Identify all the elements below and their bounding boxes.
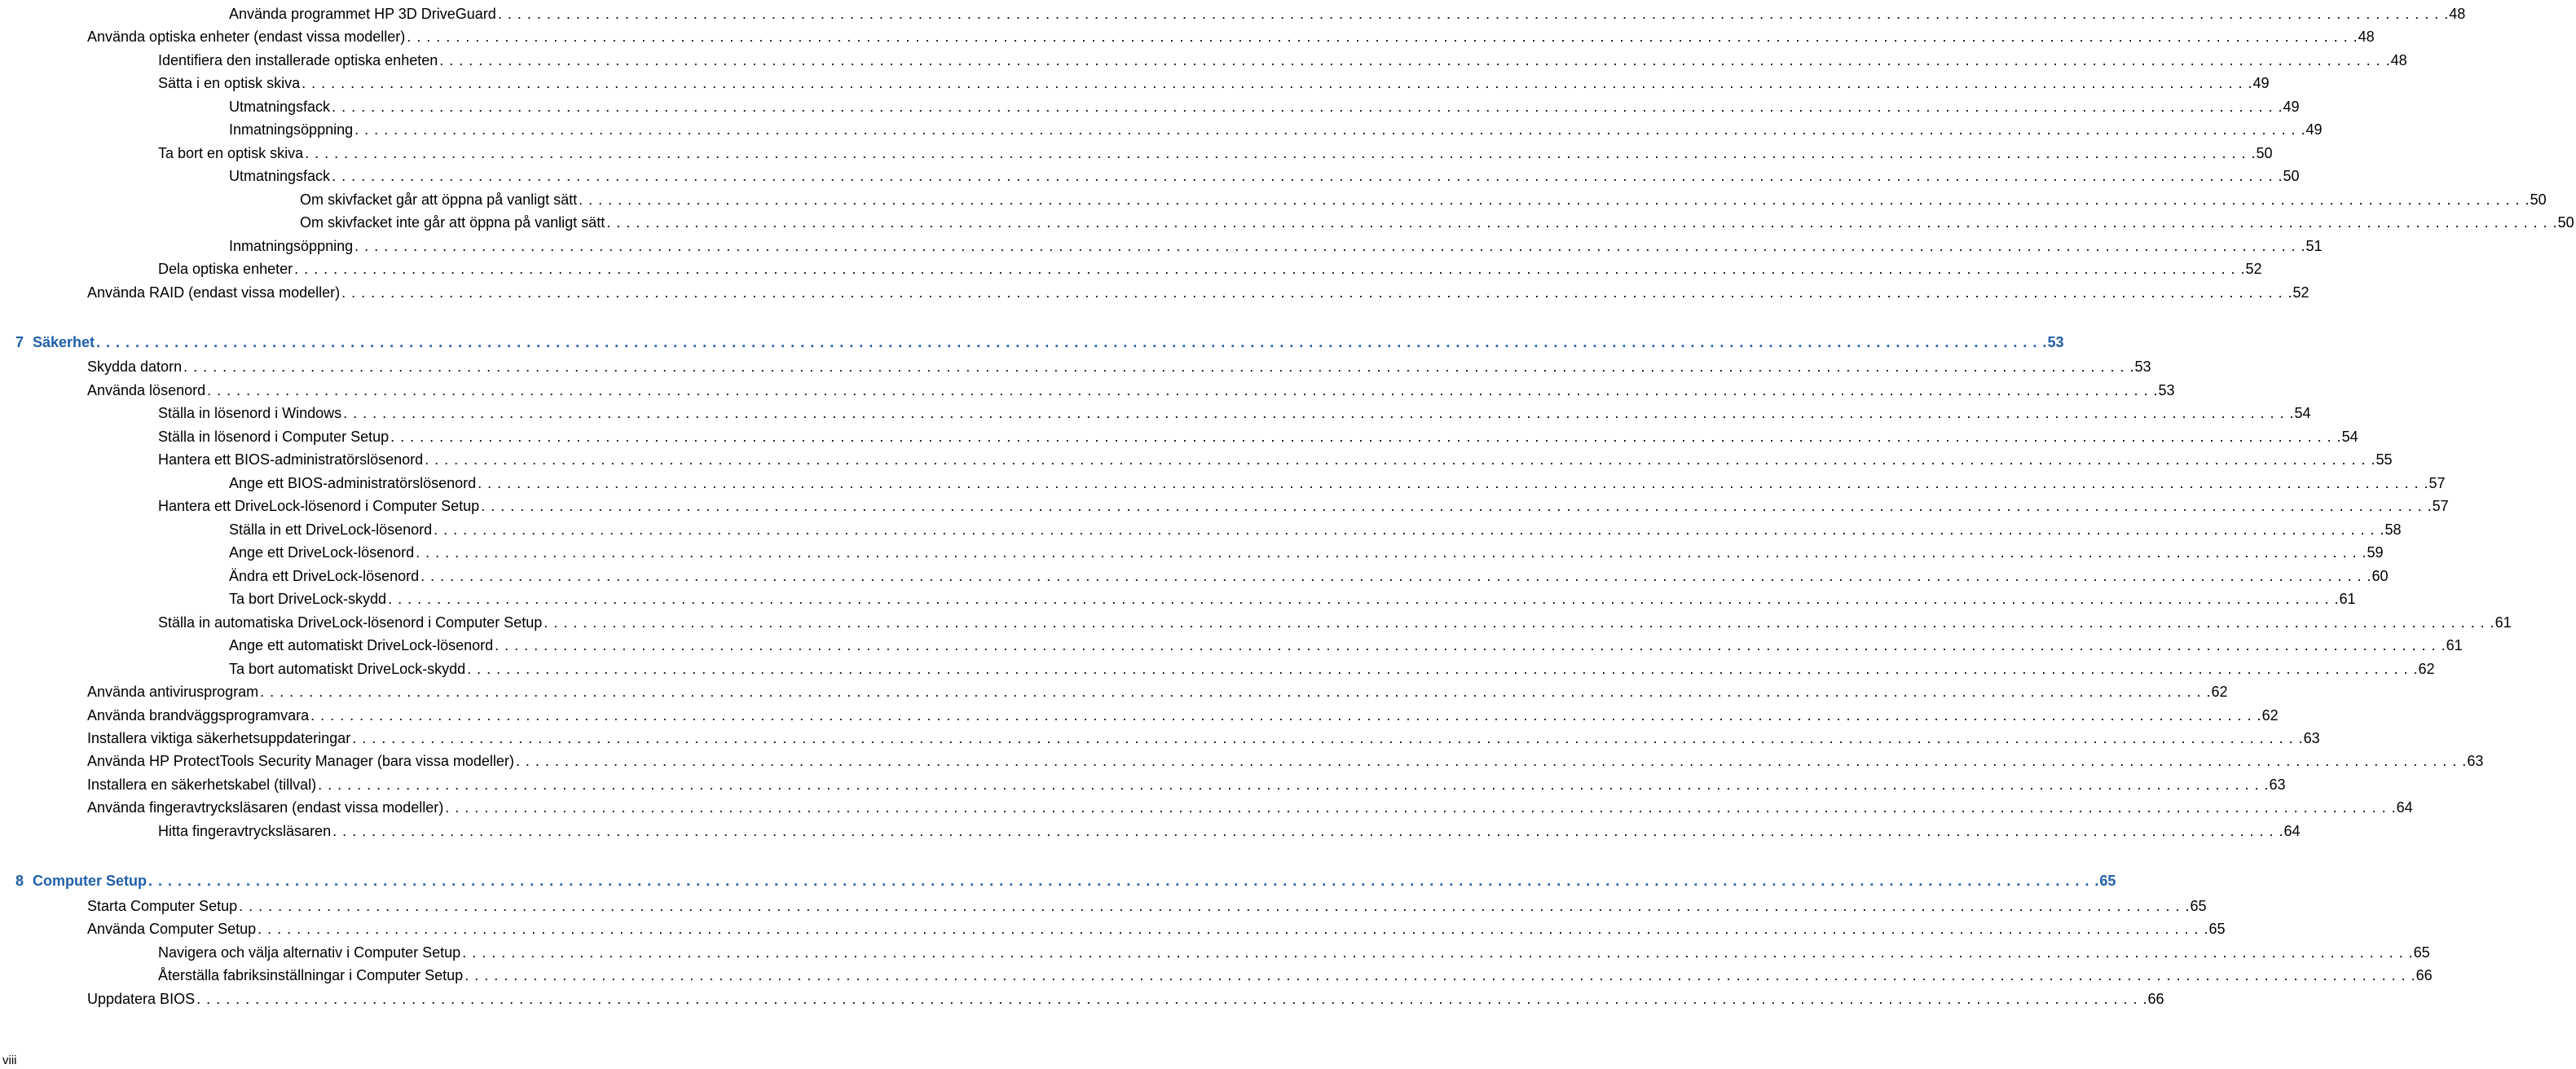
- toc-entry[interactable]: [0, 724, 2320, 747]
- toc-entry[interactable]: [0, 539, 2384, 561]
- toc-entry[interactable]: [0, 747, 2484, 770]
- toc-entry[interactable]: [0, 794, 2413, 816]
- toc-entry-title[interactable]: Hantera ett DriveLock-lösenord i Computer Setup: [158, 498, 480, 514]
- toc-entry-title[interactable]: Om skivfacket går att öppna på vanligt sätt: [300, 191, 578, 208]
- dot-leader: . . . . . . . . . . . . . . . . . . . . . . . . . . . . . . . . . . . . . . . . . . . . . . . . . . . . . . . . . . . . . . . . . . . . . . . . . . . . . . . . . . . . . . . . . . . . . . . . . . . . . . . . . . . . . . . . . . . . . . . . . . . . . . . . . . . . . . . . . . . . . . . . . . . . . . . . . . . . . . . . . . . . . . . . . . . . . . . . . . . . . . . . . . . . . . . . . . . . . . . .: [495, 637, 2446, 653]
- dot-leader: . . . . . . . . . . . . . . . . . . . . . . . . . . . . . . . . . . . . . . . . . . . . . . . . . . . . . . . . . . . . . . . . . . . . . . . . . . . . . . . . . . . . . . . . . . . . . . . . . . . . . . . . . . . . . . . . . . . . . . . . . . . . . . . . . . . . . . . . . . . . . . . . . . . . . . . . . . . . . . . . . . . . . . . . . . . . . . . . . . . . . . . . . . . . . . . . . . . . . . . .: [343, 405, 2295, 421]
- dot-leader: . . . . . . . . . . . . . . . . . . . . . . . . . . . . . . . . . . . . . . . . . . . . . . . . . . . . . . . . . . . . . . . . . . . . . . . . . . . . . . . . . . . . . . . . . . . . . . . . . . . . . . . . . . . . . . . . . . . . . . . . . . . . . . . . . . . . . . . . . . . . . . . . . . . . . . . . . . . . . . . . . . . . . . . . . . . . . . . . . . . . . . . . . . . . . . . . . . . . . . . .: [318, 776, 2270, 793]
- toc-entry-title[interactable]: Ändra ett DriveLock-lösenord: [229, 568, 420, 584]
- toc-page-number: 65: [2190, 898, 2207, 914]
- toc-entry-title[interactable]: Återställa fabriksinställningar i Computer Setup: [158, 967, 464, 983]
- toc-entry-title[interactable]: Ange ett automatiskt DriveLock-lösenord: [229, 637, 494, 653]
- toc-entry-title[interactable]: Inmatningsöppning: [229, 238, 354, 254]
- toc-entry-title[interactable]: Ange ett DriveLock-lösenord: [229, 544, 415, 561]
- toc-entry[interactable]: [0, 116, 2323, 139]
- toc-entry[interactable]: [0, 162, 2300, 185]
- toc-entry-title[interactable]: Hitta fingeravtrycksläsaren: [158, 823, 332, 839]
- toc-page-number: 59: [2367, 544, 2384, 561]
- toc-entry-title[interactable]: Använda fingeravtrycksläsaren (endast vissa modeller): [87, 799, 444, 816]
- toc-entry[interactable]: [0, 0, 2466, 23]
- toc-entry[interactable]: [0, 492, 2449, 515]
- toc-page-number: 52: [2292, 284, 2310, 301]
- toc-entry-title[interactable]: Skydda datorn: [87, 359, 183, 375]
- toc-entry-title[interactable]: Utmatningsfack: [229, 99, 331, 115]
- toc-entry[interactable]: [0, 69, 2270, 92]
- toc-entry-title[interactable]: Navigera och välja alternativ i Computer Setup: [158, 944, 461, 961]
- toc-entry-title[interactable]: Installera en säkerhetskabel (tillval): [87, 776, 317, 793]
- toc-page-number: 61: [2495, 614, 2512, 631]
- dot-leader: . . . . . . . . . . . . . . . . . . . . . . . . . . . . . . . . . . . . . . . . . . . . . . . . . . . . . . . . . . . . . . . . . . . . . . . . . . . . . . . . . . . . . . . . . . . . . . . . . . . . . . . . . . . . . . . . . . . . . . . . . . . . . . . . . . . . . . . . . . . . . . . . . . . . . . . . . . . . . . . . . . . . . . . . . . . . . . . . . . . . . . . . . . . . . . . . . . . . . . . .: [416, 544, 2367, 561]
- toc-entry[interactable]: [0, 423, 2358, 446]
- dot-leader: . . . . . . . . . . . . . . . . . . . . . . . . . . . . . . . . . . . . . . . . . . . . . . . . . . . . . . . . . . . . . . . . . . . . . . . . . . . . . . . . . . . . . . . . . . . . . . . . . . . . . . . . . . . . . . . . . . . . . . . . . . . . . . . . . . . . . . . . . . . . . . . . . . . . . . . . . . . . . . . . . . . . . . . . . . . . . . . . . . . . . . . . . . . . . . . . . . . . . . . .: [341, 284, 2293, 301]
- toc-entry-title[interactable]: Ta bort DriveLock-skydd: [229, 591, 387, 607]
- dot-leader: . . . . . . . . . . . . . . . . . . . . . . . . . . . . . . . . . . . . . . . . . . . . . . . . . . . . . . . . . . . . . . . . . . . . . . . . . . . . . . . . . . . . . . . . . . . . . . . . . . . . . . . . . . . . . . . . . . . . . . . . . . . . . . . . . . . . . . . . . . . . . . . . . . . . . . . . . . . . . . . . . . . . . . . . . . . . . . . . . . . . . . . . . . . . . . . . . . . . . . . .: [544, 614, 2495, 631]
- dot-leader: . . . . . . . . . . . . . . . . . . . . . . . . . . . . . . . . . . . . . . . . . . . . . . . . . . . . . . . . . . . . . . . . . . . . . . . . . . . . . . . . . . . . . . . . . . . . . . . . . . . . . . . . . . . . . . . . . . . . . . . . . . . . . . . . . . . . . . . . . . . . . . . . . . . . . . . . . . . . . . . . . . . . . . . . . . . . . . . . . . . . . . . . . . . . . . . . . . . . . . . .: [148, 873, 2100, 889]
- toc-entry[interactable]: [0, 353, 2151, 376]
- toc-page-number: 63: [2467, 753, 2484, 769]
- toc-entry[interactable]: [0, 985, 2164, 1008]
- chapter-number: 8: [15, 873, 24, 889]
- toc-page-number: 66: [2415, 967, 2433, 983]
- toc-chapter-entry[interactable]: [0, 867, 2116, 890]
- toc-entry[interactable]: [0, 771, 2286, 794]
- toc-entry[interactable]: [0, 892, 2207, 915]
- toc-entry-title[interactable]: Använda optiska enheter (endast vissa modeller): [87, 29, 406, 45]
- dot-leader: . . . . . . . . . . . . . . . . . . . . . . . . . . . . . . . . . . . . . . . . . . . . . . . . . . . . . . . . . . . . . . . . . . . . . . . . . . . . . . . . . . . . . . . . . . . . . . . . . . . . . . . . . . . . . . . . . . . . . . . . . . . . . . . . . . . . . . . . . . . . . . . . . . . . . . . . . . . . . . . . . . . . . . . . . . . . . . . . . . . . . . . . . . . . . . . . . . . . . . . .: [305, 145, 2257, 161]
- toc-entry[interactable]: [0, 139, 2273, 162]
- toc-entry-title[interactable]: Använda RAID (endast vissa modeller): [87, 284, 341, 301]
- dot-leader: . . . . . . . . . . . . . . . . . . . . . . . . . . . . . . . . . . . . . . . . . . . . . . . . . . . . . . . . . . . . . . . . . . . . . . . . . . . . . . . . . . . . . . . . . . . . . . . . . . . . . . . . . . . . . . . . . . . . . . . . . . . . . . . . . . . . . . . . . . . . . . . . . . . . . . . . . . . . . . . . . . . . . . . . . . . . . . . . . . . . . . . . . . . . . . . . . . . . . . . .: [96, 334, 2048, 350]
- toc-entry[interactable]: [0, 23, 2375, 46]
- toc-entry[interactable]: [0, 399, 2311, 422]
- toc-page-number: 53: [2158, 382, 2175, 398]
- toc-entry[interactable]: [0, 939, 2430, 961]
- dot-leader: . . . . . . . . . . . . . . . . . . . . . . . . . . . . . . . . . . . . . . . . . . . . . . . . . . . . . . . . . . . . . . . . . . . . . . . . . . . . . . . . . . . . . . . . . . . . . . . . . . . . . . . . . . . . . . . . . . . . . . . . . . . . . . . . . . . . . . . . . . . . . . . . . . . . . . . . . . . . . . . . . . . . . . . . . . . . . . . . . . . . . . . . . . . . . . . . . . . . . . . .: [434, 521, 2385, 538]
- dot-leader: . . . . . . . . . . . . . . . . . . . . . . . . . . . . . . . . . . . . . . . . . . . . . . . . . . . . . . . . . . . . . . . . . . . . . . . . . . . . . . . . . . . . . . . . . . . . . . . . . . . . . . . . . . . . . . . . . . . . . . . . . . . . . . . . . . . . . . . . . . . . . . . . . . . . . . . . . . . . . . . . . . . . . . . . . . . . . . . . . . . . . . . . . . . . . . . . . . . . . . . .: [207, 382, 2159, 398]
- toc-entry[interactable]: [0, 209, 2574, 231]
- toc-entry-title[interactable]: Ta bort automatiskt DriveLock-skydd: [229, 661, 466, 677]
- dot-leader: . . . . . . . . . . . . . . . . . . . . . . . . . . . . . . . . . . . . . . . . . . . . . . . . . . . . . . . . . . . . . . . . . . . . . . . . . . . . . . . . . . . . . . . . . . . . . . . . . . . . . . . . . . . . . . . . . . . . . . . . . . . . . . . . . . . . . . . . . . . . . . . . . . . . . . . . . . . . . . . . . . . . . . . . . . . . . . . . . . . . . . . . . . . . . . . . . . . . . . . .: [258, 921, 2209, 937]
- dot-leader: . . . . . . . . . . . . . . . . . . . . . . . . . . . . . . . . . . . . . . . . . . . . . . . . . . . . . . . . . . . . . . . . . . . . . . . . . . . . . . . . . . . . . . . . . . . . . . . . . . . . . . . . . . . . . . . . . . . . . . . . . . . . . . . . . . . . . . . . . . . . . . . . . . . . . . . . . . . . . . . . . . . . . . . . . . . . . . . . . . . . . . . . . . . . . . . . . . . . . . . .: [478, 475, 2429, 491]
- footer-page-number: viii: [2, 1054, 17, 1067]
- dot-leader: . . . . . . . . . . . . . . . . . . . . . . . . . . . . . . . . . . . . . . . . . . . . . . . . . . . . . . . . . . . . . . . . . . . . . . . . . . . . . . . . . . . . . . . . . . . . . . . . . . . . . . . . . . . . . . . . . . . . . . . . . . . . . . . . . . . . . . . . . . . . . . . . . . . . . . . . . . . . . . . . . . . . . . . . . . . . . . . . . . . . . . . . . . . . . . . . . . . . . . . .: [421, 568, 2372, 584]
- chapter-number: 7: [15, 334, 24, 350]
- dot-leader: . . . . . . . . . . . . . . . . . . . . . . . . . . . . . . . . . . . . . . . . . . . . . . . . . . . . . . . . . . . . . . . . . . . . . . . . . . . . . . . . . . . . . . . . . . . . . . . . . . . . . . . . . . . . . . . . . . . . . . . . . . . . . . . . . . . . . . . . . . . . . . . . . . . . . . . . . . . . . . . . . . . . . . . . . . . . . . . . . . . . . . . . . . . . . . . . . . . . . . . .: [467, 661, 2419, 677]
- toc-entry-title[interactable]: Ställa in automatiska DriveLock-lösenord i Computer Setup: [158, 614, 543, 631]
- toc-entry[interactable]: [0, 469, 2446, 492]
- dot-leader: . . . . . . . . . . . . . . . . . . . . . . . . . . . . . . . . . . . . . . . . . . . . . . . . . . . . . . . . . . . . . . . . . . . . . . . . . . . . . . . . . . . . . . . . . . . . . . . . . . . . . . . . . . . . . . . . . . . . . . . . . . . . . . . . . . . . . . . . . . . . . . . . . . . . . . . . . . . . . . . . . . . . . . . . . . . . . . . . . . . . . . . . . . . . . . . . . . . . . . . .: [354, 121, 2306, 138]
- toc-page-number: 66: [2147, 991, 2164, 1007]
- toc-entry[interactable]: [0, 279, 2310, 301]
- toc-page-number: 54: [2294, 405, 2311, 421]
- toc-page-number: 57: [2428, 475, 2446, 491]
- toc-entry[interactable]: [0, 817, 2301, 840]
- toc-page-number: 62: [2211, 684, 2228, 700]
- toc-page-number: 64: [2283, 823, 2301, 839]
- toc-entry-title[interactable]: Använda brandväggsprogramvara: [87, 707, 310, 724]
- toc-entry[interactable]: [0, 609, 2512, 631]
- toc-page-number: 55: [2376, 451, 2393, 468]
- toc-entry[interactable]: [0, 255, 2262, 278]
- toc-page-number: 65: [2099, 873, 2116, 889]
- toc-entry-title[interactable]: Använda lösenord: [87, 382, 206, 398]
- toc-page-number: 53: [2047, 334, 2064, 350]
- dot-leader: . . . . . . . . . . . . . . . . . . . . . . . . . . . . . . . . . . . . . . . . . . . . . . . . . . . . . . . . . . . . . . . . . . . . . . . . . . . . . . . . . . . . . . . . . . . . . . . . . . . . . . . . . . . . . . . . . . . . . . . . . . . . . . . . . . . . . . . . . . . . . . . . . . . . . . . . . . . . . . . . . . . . . . . . . . . . . . . . . . . . . . . . . . . . . . . . . . . . . . . .: [481, 498, 2433, 514]
- toc-page-number: 61: [2446, 637, 2463, 653]
- toc-entry-title[interactable]: Starta Computer Setup: [87, 898, 238, 914]
- toc-entry[interactable]: [0, 516, 2402, 539]
- toc-entry[interactable]: [0, 631, 2463, 654]
- dot-leader: . . . . . . . . . . . . . . . . . . . . . . . . . . . . . . . . . . . . . . . . . . . . . . . . . . . . . . . . . . . . . . . . . . . . . . . . . . . . . . . . . . . . . . . . . . . . . . . . . . . . . . . . . . . . . . . . . . . . . . . . . . . . . . . . . . . . . . . . . . . . . . . . . . . . . . . . . . . . . . . . . . . . . . . . . . . . . . . . . . . . . . . . . . . . . . . . . . . . . . . .: [425, 451, 2376, 468]
- dot-leader: . . . . . . . . . . . . . . . . . . . . . . . . . . . . . . . . . . . . . . . . . . . . . . . . . . . . . . . . . . . . . . . . . . . . . . . . . . . . . . . . . . . . . . . . . . . . . . . . . . . . . . . . . . . . . . . . . . . . . . . . . . . . . . . . . . . . . . . . . . . . . . . . . . . . . . . . . . . . . . . . . . . . . . . . . . . . . . . . . . . . . . . . . . . . . . . . . . . . . . . .: [390, 429, 2342, 445]
- toc-page-number: 50: [2557, 214, 2574, 231]
- toc-page-number: 60: [2371, 568, 2389, 584]
- toc-page-number: 62: [2261, 707, 2279, 724]
- toc-entry-title[interactable]: Inmatningsöppning: [229, 121, 354, 138]
- toc-page-number: 62: [2418, 661, 2435, 677]
- dot-leader: . . . . . . . . . . . . . . . . . . . . . . . . . . . . . . . . . . . . . . . . . . . . . . . . . . . . . . . . . . . . . . . . . . . . . . . . . . . . . . . . . . . . . . . . . . . . . . . . . . . . . . . . . . . . . . . . . . . . . . . . . . . . . . . . . . . . . . . . . . . . . . . . . . . . . . . . . . . . . . . . . . . . . . . . . . . . . . . . . . . . . . . . . . . . . . . . . . . . . . . .: [579, 191, 2530, 208]
- toc-page-number: 50: [2530, 191, 2547, 208]
- toc-page-number: 64: [2396, 799, 2413, 816]
- toc-entry-title[interactable]: Använda HP ProtectTools Security Manager (bara vissa modeller): [87, 753, 514, 769]
- toc-page-number: 63: [2303, 730, 2320, 746]
- toc-entry-title[interactable]: Uppdatera BIOS: [87, 991, 196, 1007]
- toc-page-number: 52: [2245, 261, 2262, 277]
- toc-entry[interactable]: [0, 915, 2226, 938]
- toc-entry[interactable]: [0, 702, 2279, 724]
- toc-entry-title[interactable]: Om skivfacket inte går att öppna på vanligt sätt: [300, 214, 605, 231]
- dot-leader: . . . . . . . . . . . . . . . . . . . . . . . . . . . . . . . . . . . . . . . . . . . . . . . . . . . . . . . . . . . . . . . . . . . . . . . . . . . . . . . . . . . . . . . . . . . . . . . . . . . . . . . . . . . . . . . . . . . . . . . . . . . . . . . . . . . . . . . . . . . . . . . . . . . . . . . . . . . . . . . . . . . . . . . . . . . . . . . . . . . . . . . . . . . . . . . . . . . . . . . .: [388, 591, 2340, 607]
- toc-entry[interactable]: [0, 186, 2547, 209]
- toc-entry[interactable]: [0, 562, 2389, 585]
- dot-leader: . . . . . . . . . . . . . . . . . . . . . . . . . . . . . . . . . . . . . . . . . . . . . . . . . . . . . . . . . . . . . . . . . . . . . . . . . . . . . . . . . . . . . . . . . . . . . . . . . . . . . . . . . . . . . . . . . . . . . . . . . . . . . . . . . . . . . . . . . . . . . . . . . . . . . . . . . . . . . . . . . . . . . . . . . . . . . . . . . . . . . . . . . . . . . . . . . . . . . . . .: [260, 684, 2212, 700]
- dot-leader: . . . . . . . . . . . . . . . . . . . . . . . . . . . . . . . . . . . . . . . . . . . . . . . . . . . . . . . . . . . . . . . . . . . . . . . . . . . . . . . . . . . . . . . . . . . . . . . . . . . . . . . . . . . . . . . . . . . . . . . . . . . . . . . . . . . . . . . . . . . . . . . . . . . . . . . . . . . . . . . . . . . . . . . . . . . . . . . . . . . . . . . . . . . . . . . . . . . . . . . .: [439, 52, 2391, 68]
- toc-entry-title[interactable]: Ta bort en optisk skiva: [158, 145, 304, 161]
- toc-entry[interactable]: [0, 585, 2356, 608]
- toc-entry-title[interactable]: Använda programmet HP 3D DriveGuard: [229, 6, 496, 22]
- toc-page-number: 57: [2432, 498, 2449, 514]
- toc-entry-title[interactable]: Säkerhet: [33, 334, 95, 350]
- dot-leader: . . . . . . . . . . . . . . . . . . . . . . . . . . . . . . . . . . . . . . . . . . . . . . . . . . . . . . . . . . . . . . . . . . . . . . . . . . . . . . . . . . . . . . . . . . . . . . . . . . . . . . . . . . . . . . . . . . . . . . . . . . . . . . . . . . . . . . . . . . . . . . . . . . . . . . . . . . . . . . . . . . . . . . . . . . . . . . . . . . . . . . . . . . . . . . . . . . . . . . . .: [445, 799, 2397, 816]
- toc-entry-title[interactable]: Identifiera den installerade optiska enheten: [158, 52, 438, 68]
- toc-entry-title[interactable]: Sätta i en optisk skiva: [158, 75, 301, 91]
- dot-leader: . . . . . . . . . . . . . . . . . . . . . . . . . . . . . . . . . . . . . . . . . . . . . . . . . . . . . . . . . . . . . . . . . . . . . . . . . . . . . . . . . . . . . . . . . . . . . . . . . . . . . . . . . . . . . . . . . . . . . . . . . . . . . . . . . . . . . . . . . . . . . . . . . . . . . . . . . . . . . . . . . . . . . . . . . . . . . . . . . . . . . . . . . . . . . . . . . . . . . . . .: [183, 359, 2135, 375]
- toc-entry-title[interactable]: Ställa in lösenord i Windows: [158, 405, 342, 421]
- toc-page-number: 49: [2252, 75, 2270, 91]
- toc-page-number: 48: [2449, 6, 2466, 22]
- toc-entry-title[interactable]: Ställa in ett DriveLock-lösenord: [229, 521, 433, 538]
- toc-entry[interactable]: [0, 446, 2393, 469]
- dot-leader: . . . . . . . . . . . . . . . . . . . . . . . . . . . . . . . . . . . . . . . . . . . . . . . . . . . . . . . . . . . . . . . . . . . . . . . . . . . . . . . . . . . . . . . . . . . . . . . . . . . . . . . . . . . . . . . . . . . . . . . . . . . . . . . . . . . . . . . . . . . . . . . . . . . . . . . . . . . . . . . . . . . . . . . . . . . . . . . . . . . . . . . . . . . . . . . . . . . . . . . .: [302, 75, 2253, 91]
- toc-page-number: 48: [2390, 52, 2407, 68]
- toc-entry[interactable]: [0, 93, 2300, 116]
- toc-entry[interactable]: [0, 678, 2228, 701]
- toc-entry[interactable]: [0, 961, 2433, 984]
- toc-entry[interactable]: [0, 46, 2407, 69]
- dot-leader: . . . . . . . . . . . . . . . . . . . . . . . . . . . . . . . . . . . . . . . . . . . . . . . . . . . . . . . . . . . . . . . . . . . . . . . . . . . . . . . . . . . . . . . . . . . . . . . . . . . . . . . . . . . . . . . . . . . . . . . . . . . . . . . . . . . . . . . . . . . . . . . . . . . . . . . . . . . . . . . . . . . . . . . . . . . . . . . . . . . . . . . . . . . . . . . . . . . . . . . .: [294, 261, 2246, 277]
- toc-entry-title[interactable]: Använda antivirusprogram: [87, 684, 259, 700]
- toc-entry-title[interactable]: Ställa in lösenord i Computer Setup: [158, 429, 390, 445]
- toc-page-number: 63: [2269, 776, 2286, 793]
- dot-leader: . . . . . . . . . . . . . . . . . . . . . . . . . . . . . . . . . . . . . . . . . . . . . . . . . . . . . . . . . . . . . . . . . . . . . . . . . . . . . . . . . . . . . . . . . . . . . . . . . . . . . . . . . . . . . . . . . . . . . . . . . . . . . . . . . . . . . . . . . . . . . . . . . . . . . . . . . . . . . . . . . . . . . . . . . . . . . . . . . . . . . . . . . . . . . . . . . . . . . . . .: [465, 967, 2416, 983]
- toc-page-number: 50: [2256, 145, 2273, 161]
- toc-entry-title[interactable]: Ange ett BIOS-administratörslösenord: [229, 475, 477, 491]
- toc-entry-title[interactable]: Computer Setup: [33, 873, 148, 889]
- dot-leader: . . . . . . . . . . . . . . . . . . . . . . . . . . . . . . . . . . . . . . . . . . . . . . . . . . . . . . . . . . . . . . . . . . . . . . . . . . . . . . . . . . . . . . . . . . . . . . . . . . . . . . . . . . . . . . . . . . . . . . . . . . . . . . . . . . . . . . . . . . . . . . . . . . . . . . . . . . . . . . . . . . . . . . . . . . . . . . . . . . . . . . . . . . . . . . . . . . . . . . . .: [497, 6, 2450, 22]
- toc-entry[interactable]: [0, 232, 2323, 255]
- dot-leader: . . . . . . . . . . . . . . . . . . . . . . . . . . . . . . . . . . . . . . . . . . . . . . . . . . . . . . . . . . . . . . . . . . . . . . . . . . . . . . . . . . . . . . . . . . . . . . . . . . . . . . . . . . . . . . . . . . . . . . . . . . . . . . . . . . . . . . . . . . . . . . . . . . . . . . . . . . . . . . . . . . . . . . . . . . . . . . . . . . . . . . . . . . . . . . . . . . . . . . . .: [354, 238, 2306, 254]
- dot-leader: . . . . . . . . . . . . . . . . . . . . . . . . . . . . . . . . . . . . . . . . . . . . . . . . . . . . . . . . . . . . . . . . . . . . . . . . . . . . . . . . . . . . . . . . . . . . . . . . . . . . . . . . . . . . . . . . . . . . . . . . . . . . . . . . . . . . . . . . . . . . . . . . . . . . . . . . . . . . . . . . . . . . . . . . . . . . . . . . . . . . . . . . . . . . . . . . . . . . . . . .: [407, 29, 2358, 45]
- toc-page-number: 48: [2358, 29, 2375, 45]
- toc-page-number: 49: [2305, 121, 2323, 138]
- toc-entry-title[interactable]: Använda Computer Setup: [87, 921, 257, 937]
- toc-page-number: 53: [2134, 359, 2151, 375]
- toc-entry-title[interactable]: Installera viktiga säkerhetsuppdateringar: [87, 730, 351, 746]
- toc-page-number: 65: [2208, 921, 2226, 937]
- toc-page-number: 54: [2341, 429, 2358, 445]
- dot-leader: . . . . . . . . . . . . . . . . . . . . . . . . . . . . . . . . . . . . . . . . . . . . . . . . . . . . . . . . . . . . . . . . . . . . . . . . . . . . . . . . . . . . . . . . . . . . . . . . . . . . . . . . . . . . . . . . . . . . . . . . . . . . . . . . . . . . . . . . . . . . . . . . . . . . . . . . . . . . . . . . . . . . . . . . . . . . . . . . . . . . . . . . . . . . . . . . . . . . . . . .: [239, 898, 2191, 914]
- dot-leader: . . . . . . . . . . . . . . . . . . . . . . . . . . . . . . . . . . . . . . . . . . . . . . . . . . . . . . . . . . . . . . . . . . . . . . . . . . . . . . . . . . . . . . . . . . . . . . . . . . . . . . . . . . . . . . . . . . . . . . . . . . . . . . . . . . . . . . . . . . . . . . . . . . . . . . . . . . . . . . . . . . . . . . . . . . . . . . . . . . . . . . . . . . . . . . . . . . . . . . . .: [196, 991, 2148, 1007]
- dot-leader: . . . . . . . . . . . . . . . . . . . . . . . . . . . . . . . . . . . . . . . . . . . . . . . . . . . . . . . . . . . . . . . . . . . . . . . . . . . . . . . . . . . . . . . . . . . . . . . . . . . . . . . . . . . . . . . . . . . . . . . . . . . . . . . . . . . . . . . . . . . . . . . . . . . . . . . . . . . . . . . . . . . . . . . . . . . . . . . . . . . . . . . . . . . . . . . . . . . . . . . .: [352, 730, 2304, 746]
- toc-entry-title[interactable]: Dela optiska enheter: [158, 261, 293, 277]
- dot-leader: . . . . . . . . . . . . . . . . . . . . . . . . . . . . . . . . . . . . . . . . . . . . . . . . . . . . . . . . . . . . . . . . . . . . . . . . . . . . . . . . . . . . . . . . . . . . . . . . . . . . . . . . . . . . . . . . . . . . . . . . . . . . . . . . . . . . . . . . . . . . . . . . . . . . . . . . . . . . . . . . . . . . . . . . . . . . . . . . . . . . . . . . . . . . . . . . . . . . . . . .: [310, 707, 2262, 724]
- toc-entry-title[interactable]: Hantera ett BIOS-administratörslösenord: [158, 451, 424, 468]
- toc-page-number: 50: [2283, 168, 2300, 184]
- dot-leader: . . . . . . . . . . . . . . . . . . . . . . . . . . . . . . . . . . . . . . . . . . . . . . . . . . . . . . . . . . . . . . . . . . . . . . . . . . . . . . . . . . . . . . . . . . . . . . . . . . . . . . . . . . . . . . . . . . . . . . . . . . . . . . . . . . . . . . . . . . . . . . . . . . . . . . . . . . . . . . . . . . . . . . . . . . . . . . . . . . . . . . . . . . . . . . . . . . . . . . . .: [332, 168, 2283, 184]
- dot-leader: . . . . . . . . . . . . . . . . . . . . . . . . . . . . . . . . . . . . . . . . . . . . . . . . . . . . . . . . . . . . . . . . . . . . . . . . . . . . . . . . . . . . . . . . . . . . . . . . . . . . . . . . . . . . . . . . . . . . . . . . . . . . . . . . . . . . . . . . . . . . . . . . . . . . . . . . . . . . . . . . . . . . . . . . . . . . . . . . . . . . . . . . . . . . . . . . . . . . . . . .: [606, 214, 2558, 231]
- toc-page-number: 58: [2384, 521, 2402, 538]
- toc-page-number: 49: [2283, 99, 2300, 115]
- toc-entry[interactable]: [0, 655, 2435, 678]
- toc-entry-title[interactable]: Utmatningsfack: [229, 168, 331, 184]
- toc-page-number: 65: [2413, 944, 2430, 961]
- dot-leader: . . . . . . . . . . . . . . . . . . . . . . . . . . . . . . . . . . . . . . . . . . . . . . . . . . . . . . . . . . . . . . . . . . . . . . . . . . . . . . . . . . . . . . . . . . . . . . . . . . . . . . . . . . . . . . . . . . . . . . . . . . . . . . . . . . . . . . . . . . . . . . . . . . . . . . . . . . . . . . . . . . . . . . . . . . . . . . . . . . . . . . . . . . . . . . . . . . . . . . . .: [332, 823, 2284, 839]
- dot-leader: . . . . . . . . . . . . . . . . . . . . . . . . . . . . . . . . . . . . . . . . . . . . . . . . . . . . . . . . . . . . . . . . . . . . . . . . . . . . . . . . . . . . . . . . . . . . . . . . . . . . . . . . . . . . . . . . . . . . . . . . . . . . . . . . . . . . . . . . . . . . . . . . . . . . . . . . . . . . . . . . . . . . . . . . . . . . . . . . . . . . . . . . . . . . . . . . . . . . . . . .: [332, 99, 2283, 115]
- toc-page-number: 61: [2339, 591, 2356, 607]
- toc-entry[interactable]: [0, 376, 2175, 399]
- toc-chapter-entry[interactable]: [0, 328, 2064, 351]
- dot-leader: . . . . . . . . . . . . . . . . . . . . . . . . . . . . . . . . . . . . . . . . . . . . . . . . . . . . . . . . . . . . . . . . . . . . . . . . . . . . . . . . . . . . . . . . . . . . . . . . . . . . . . . . . . . . . . . . . . . . . . . . . . . . . . . . . . . . . . . . . . . . . . . . . . . . . . . . . . . . . . . . . . . . . . . . . . . . . . . . . . . . . . . . . . . . . . . . . . . . . . . .: [515, 753, 2468, 769]
- dot-leader: . . . . . . . . . . . . . . . . . . . . . . . . . . . . . . . . . . . . . . . . . . . . . . . . . . . . . . . . . . . . . . . . . . . . . . . . . . . . . . . . . . . . . . . . . . . . . . . . . . . . . . . . . . . . . . . . . . . . . . . . . . . . . . . . . . . . . . . . . . . . . . . . . . . . . . . . . . . . . . . . . . . . . . . . . . . . . . . . . . . . . . . . . . . . . . . . . . . . . . . .: [462, 944, 2414, 961]
- toc-page-number: 51: [2305, 238, 2323, 254]
